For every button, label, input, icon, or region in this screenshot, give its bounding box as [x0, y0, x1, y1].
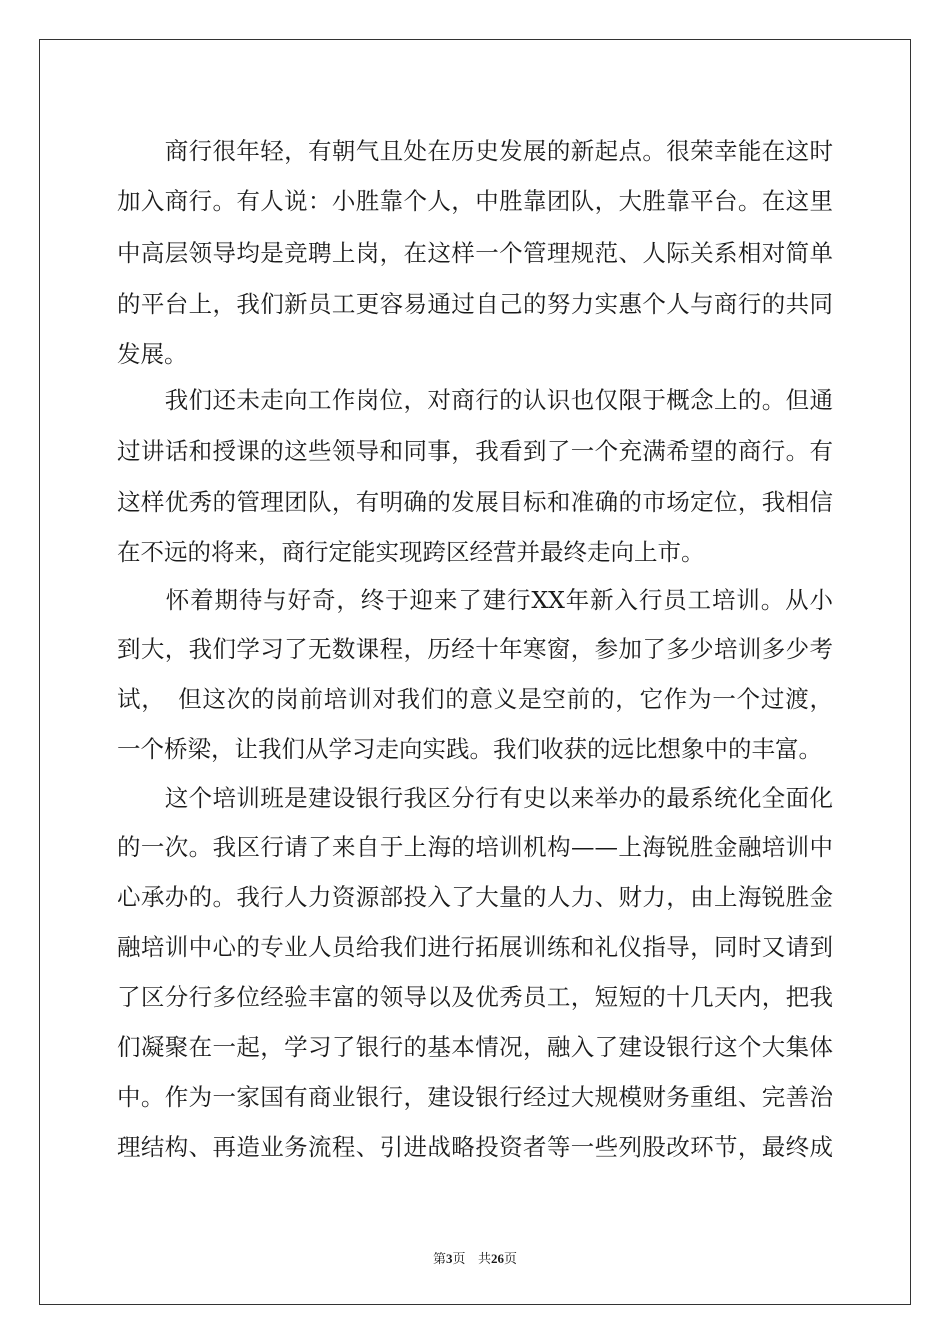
text-line: 在不远的将来，商行定能实现跨区经营并最终走向上市。: [117, 538, 705, 566]
text-line: 了区分行多位经验丰富的领导以及优秀员工，短短的十几天内，把我: [117, 983, 833, 1011]
text-line: 融培训中心的专业人员给我们进行拓展训练和礼仪指导，同时又请到: [117, 933, 833, 961]
text-line: 中高层领导均是竞聘上岗，在这样一个管理规范、人际关系相对简单: [117, 239, 833, 267]
text-line: 加入商行。有人说：小胜靠个人，中胜靠团队，大胜靠平台。在这里: [117, 187, 833, 215]
text-line: 我们还未走向工作岗位，对商行的认识也仅限于概念上的。但通: [117, 386, 833, 414]
page-footer: [0, 1248, 950, 1267]
footer-total-suffix: 页: [503, 1252, 517, 1267]
text-line: 到大，我们学习了无数课程，历经十年寒窗，参加了多少培训多少考: [117, 635, 833, 663]
text-line: 的一次。我区行请了来自于上海的培训机构——上海锐胜金融培训中: [117, 833, 833, 861]
text-line: 一个桥梁，让我们从学习走向实践。我们收获的远比想象中的丰富。: [117, 735, 822, 763]
text-line: 发展。: [117, 340, 188, 368]
text-line: 过讲话和授课的这些领导和同事，我看到了一个充满希望的商行。有: [117, 437, 833, 465]
footer-total-prefix: 共: [477, 1252, 491, 1267]
text-line: 怀着期待与好奇，终于迎来了建行XX年新入行员工培训。从小: [117, 586, 833, 614]
text-line: 试， 但这次的岗前培训对我们的意义是空前的，它作为一个过渡，: [117, 685, 833, 713]
footer-page-number: 3: [446, 1251, 453, 1266]
page-border: [39, 39, 911, 1305]
text-line: 们凝聚在一起，学习了银行的基本情况，融入了建设银行这个大集体: [117, 1033, 833, 1061]
text-line: 中。作为一家国有商业银行，建设银行经过大规模财务重组、完善治: [117, 1083, 833, 1111]
text-line: 心承办的。我行人力资源部投入了大量的人力、财力，由上海锐胜金: [117, 883, 833, 911]
footer-total-pages: 26: [490, 1251, 504, 1266]
footer-prefix: 第: [433, 1252, 447, 1267]
text-line: 商行很年轻，有朝气且处在历史发展的新起点。很荣幸能在这时: [117, 137, 833, 165]
text-line: 理结构、再造业务流程、引进战略投资者等一些列股改环节，最终成: [117, 1133, 833, 1161]
footer-page-suffix: 页: [452, 1252, 466, 1267]
text-line: 这个培训班是建设银行我区分行有史以来举办的最系统化全面化: [117, 784, 833, 812]
text-line: 的平台上，我们新员工更容易通过自己的努力实惠个人与商行的共同: [117, 290, 833, 318]
text-line: 这样优秀的管理团队，有明确的发展目标和准确的市场定位，我相信: [117, 488, 833, 516]
